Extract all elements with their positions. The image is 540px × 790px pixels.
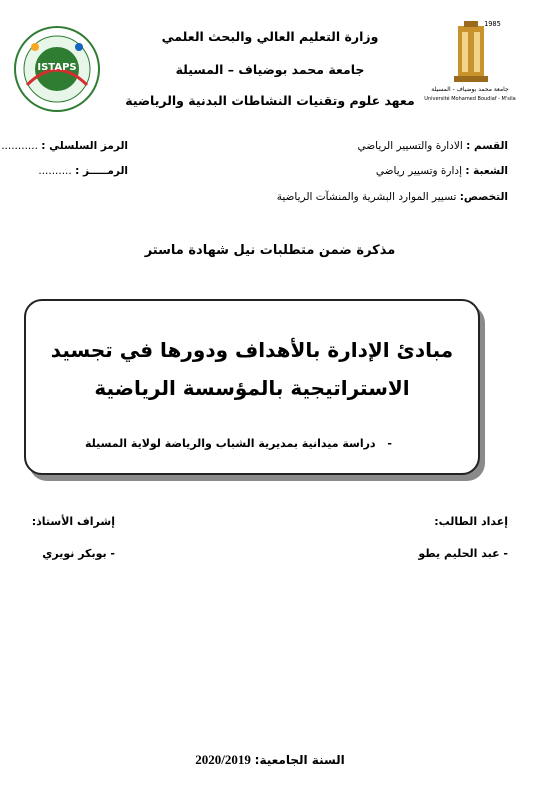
ministry-name: وزارة التعليم العالي والبحث العلمي xyxy=(161,29,379,44)
branch-value: إدارة وتسيير رياضي xyxy=(375,165,462,177)
code-value: .......... xyxy=(38,165,72,177)
thesis-title-line-2: الاستراتيجية بالمؤسسة الرياضية xyxy=(94,376,410,400)
supervisor-label: إشراف الأستاذ: xyxy=(31,515,115,528)
department-value: الادارة والتسيير الرياضي xyxy=(357,140,463,152)
student-name: - عبد الحليم يطو xyxy=(418,547,508,560)
branch-label: الشعبة : xyxy=(465,165,508,177)
department-line xyxy=(357,140,508,152)
code-label: الرمـــــز : xyxy=(75,165,128,177)
academic-year-value: 2020/2019 xyxy=(195,752,251,767)
institute-logo-text: ISTAPS xyxy=(37,62,77,73)
thesis-title-box xyxy=(24,299,480,475)
thesis-subtitle: دراسة ميدانية بمديرية الشباب والرياضة لولاية المسيلة xyxy=(84,437,376,450)
thesis-title-line-1: مبادئ الإدارة بالأهداف ودورها في تجسيد xyxy=(50,338,454,362)
subtitle-bullet: - xyxy=(387,437,392,450)
institute-name: معهد علوم وتقنيات النشاطات البدنية والرياضية xyxy=(125,93,415,108)
serial-code-value: ........... xyxy=(1,140,38,152)
branch-line xyxy=(376,165,508,177)
specialty-label: التخصص: xyxy=(459,191,508,203)
specialty-line xyxy=(277,191,508,203)
academic-year-line xyxy=(0,752,540,768)
logo-caption-fr: Université Mohamed Boudiaf - M'sila xyxy=(424,96,516,102)
serial-code-line xyxy=(1,140,128,152)
department-label: القسم : xyxy=(466,140,508,152)
academic-year-label: السنة الجامعية: xyxy=(254,753,345,767)
logo-caption-ar: جامعة محمد بوضياف - المسيلة xyxy=(431,86,509,93)
memo-title: مذكرة ضمن متطلبات نيل شهادة ماستر xyxy=(144,243,396,258)
thesis-subtitle-line xyxy=(85,437,392,450)
specialty-value: تسيير الموارد البشرية والمنشآت الرياضية xyxy=(276,191,457,203)
serial-code-label: الرمز السلسلي : xyxy=(41,140,128,152)
logo-year: 1985 xyxy=(484,20,501,28)
student-label: إعداد الطالب: xyxy=(434,515,508,528)
code-line xyxy=(38,165,128,177)
supervisor-name: - بوبكر نويري xyxy=(42,547,115,560)
university-name: جامعة محمد بوضياف – المسيلة xyxy=(175,62,365,77)
